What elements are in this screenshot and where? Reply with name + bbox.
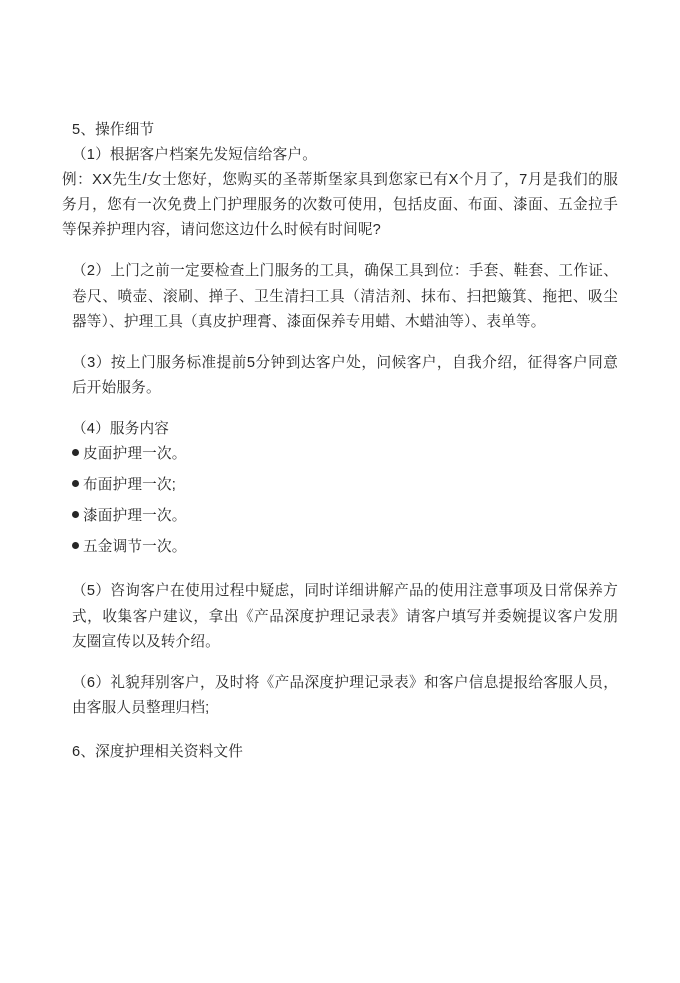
spacer — [62, 721, 618, 740]
bullet-dot-icon — [72, 449, 79, 456]
paragraph-item-1: （1）根据客户档案先发短信给客户。 — [72, 147, 318, 164]
list-item-label: 五金调节一次。 — [83, 539, 187, 556]
spacer — [62, 335, 618, 351]
paragraph-item-1-example: 例：XX先生/女士您好，您购买的圣蒂斯堡家具到您家已有X个月了，7月是我们的服务月，您有一次免费上门护理服务的次数可使用，包括皮面、布面、漆面、五金拉手等保养护理内容，请问您这边什么时候有时间呢? — [62, 172, 618, 239]
list-item-label: 皮面护理一次。 — [83, 446, 187, 463]
paragraph-item-5: （5）咨询客户在使用过程中疑虑，同时详细讲解产品的使用注意事项及日常保养方式，收集客户建议，拿出《产品深度护理记录表》请客户填写并委婉提议客户发朋友圈宣传以及转介绍。 — [72, 583, 618, 650]
spacer — [62, 655, 618, 671]
spacer — [62, 401, 618, 417]
spacer — [62, 243, 618, 259]
paragraph-item-6: （6）礼貌拜别客户，及时将《产品深度护理记录表》和客户信息提报给客服人员，由客服人员整理归档; — [72, 674, 618, 716]
section-heading-deep-care-documents: 6、深度护理相关资料文件 — [72, 743, 244, 760]
list-item-label: 漆面护理一次。 — [83, 508, 187, 525]
bullet-dot-icon — [72, 511, 79, 518]
list-item — [62, 442, 618, 467]
document-body — [62, 118, 618, 765]
list-item — [62, 473, 618, 498]
bullet-dot-icon — [72, 480, 79, 487]
paragraph-item-2: （2）上门之前一定要检查上门服务的工具，确保工具到位：手套、鞋套、工作证、卷尺、喷壶、滚刷、掸子、卫生清扫工具（清洁剂、抹布、扫把簸箕、拖把、吸尘器等）、护理工具（真皮护理膏、漆面保养专用蜡、木蜡油等）、表单等。 — [72, 263, 618, 330]
bullet-dot-icon — [72, 542, 79, 549]
list-item — [62, 504, 618, 529]
section-heading-operation-details: 5、操作细节 — [72, 122, 155, 138]
spacer — [62, 560, 618, 579]
paragraph-item-3: （3）按上门服务标准提前5分钟到达客户处，问候客户，自我介绍，征得客户同意后开始服务。 — [72, 354, 618, 396]
list-item — [62, 535, 618, 560]
list-item-label: 布面护理一次; — [83, 477, 177, 494]
paragraph-item-4: （4）服务内容 — [72, 420, 170, 437]
